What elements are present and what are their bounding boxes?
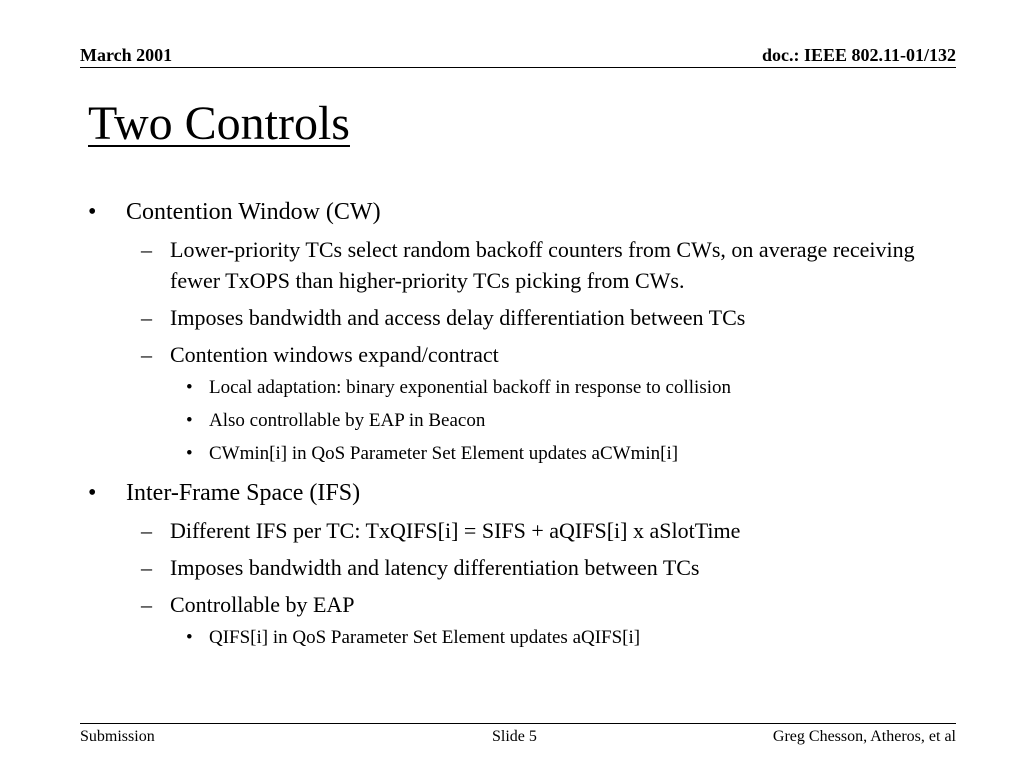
slide-title: Two Controls <box>88 97 350 150</box>
footer-slide-number: Slide 5 <box>492 728 537 745</box>
footer-divider <box>80 723 956 724</box>
sub-sub-bullet-text: QIFS[i] in QoS Parameter Set Element updates aQIFS[i] <box>209 627 641 648</box>
sub-bullet-text: Different IFS per TC: TxQIFS[i] = SIFS + aQIFS[i] x aSlotTime <box>170 518 741 543</box>
header-date: March 2001 <box>80 45 173 65</box>
header-doc-id: doc.: IEEE 802.11-01/132 <box>761 45 956 65</box>
sub-sub-bullet-text: Also controllable by EAP in Beacon <box>209 410 486 431</box>
sub-bullet-text: Contention windows expand/contract <box>170 342 499 367</box>
bullet-marker: • <box>186 410 193 431</box>
bullet-marker: • <box>186 443 193 464</box>
footer-submission: Submission <box>80 728 155 745</box>
dash-marker: – <box>141 342 152 367</box>
bullet-text: Inter-Frame Space (IFS) <box>126 480 361 506</box>
sub-sub-bullet-text: CWmin[i] in QoS Parameter Set Element updates aCWmin[i] <box>209 443 679 464</box>
dash-marker: – <box>141 237 152 262</box>
bullet-text: Contention Window (CW) <box>126 199 381 225</box>
sub-bullet-text: Imposes bandwidth and latency differentiation between TCs <box>170 555 700 580</box>
bullet-marker: • <box>88 199 97 225</box>
sub-bullet-text: Controllable by EAP <box>170 592 355 617</box>
header-divider <box>80 67 956 68</box>
sub-bullet-text: Lower-priority TCs select random backoff counters from CWs, on average receiving fewer TxOPS than higher-priority TCs picking from CWs. <box>170 237 915 293</box>
dash-marker: – <box>141 592 152 617</box>
sub-sub-bullet-text: Local adaptation: binary exponential backoff in response to collision <box>209 377 731 398</box>
dash-marker: – <box>141 305 152 330</box>
dash-marker: – <box>141 518 152 543</box>
bullet-marker: • <box>88 480 97 506</box>
dash-marker: – <box>141 555 152 580</box>
sub-bullet-text: Imposes bandwidth and access delay differentiation between TCs <box>170 305 746 330</box>
bullet-marker: • <box>186 377 193 398</box>
footer-author: Greg Chesson, Atheros, et al <box>772 728 956 745</box>
bullet-marker: • <box>186 627 193 648</box>
